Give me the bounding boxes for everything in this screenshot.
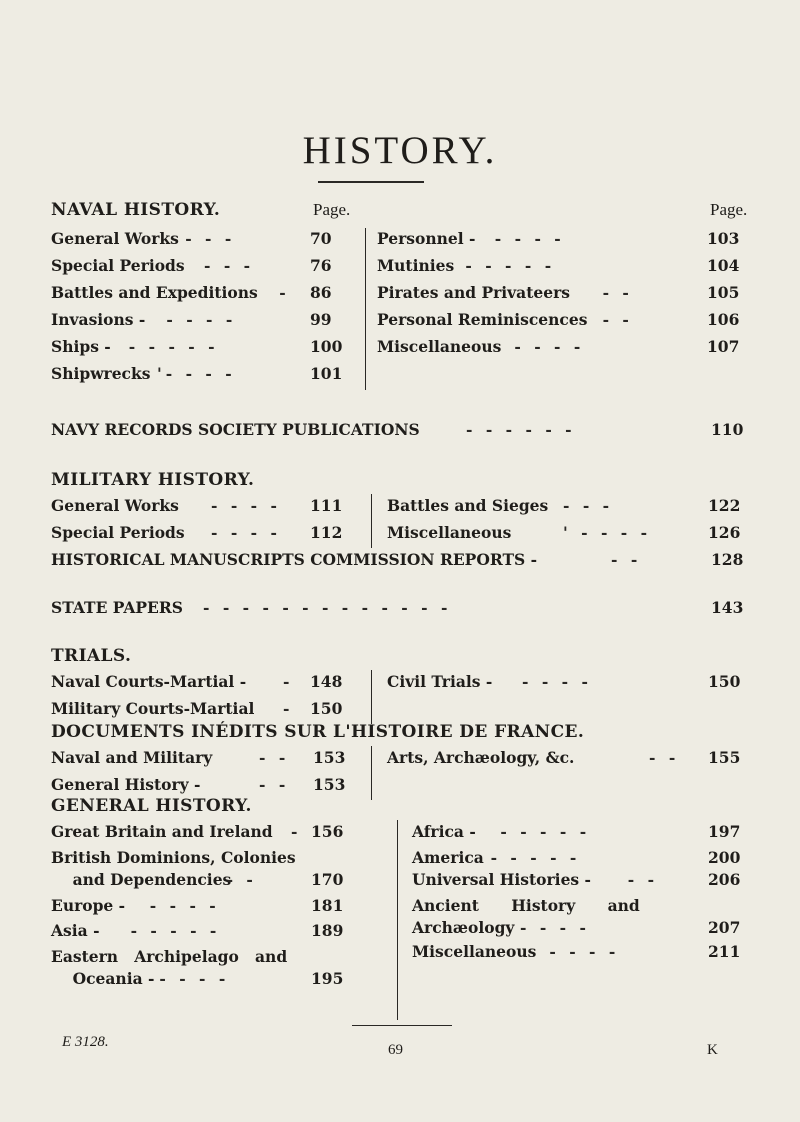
entry-label: General Works xyxy=(51,229,179,248)
entry-label: STATE PAPERS xyxy=(51,598,183,617)
column-divider xyxy=(371,494,372,548)
entry-label: Miscellaneous xyxy=(412,942,537,961)
entry-label: Invasions - xyxy=(51,310,146,329)
entry-leader: - - xyxy=(226,870,257,889)
entry-page-number: 155 xyxy=(708,748,741,767)
entry-label: Civil Trials - xyxy=(387,672,493,691)
entry-page-number: 189 xyxy=(311,921,344,940)
entry-page-number: 99 xyxy=(310,310,332,329)
entry-label: Arts, Archæology, &c. xyxy=(387,748,575,767)
entry-label: Great Britain and Ireland xyxy=(51,822,273,841)
page-column-label: Page. xyxy=(710,200,748,219)
entry-leader: - - - - xyxy=(149,896,220,915)
entry-page-number: 126 xyxy=(708,523,741,542)
entry-leader: - - xyxy=(602,310,633,329)
entry-leader: - - - - - xyxy=(500,822,591,841)
entry-label: Eastern Archipelago and xyxy=(51,947,288,966)
entry-page-number: 195 xyxy=(311,969,344,988)
entry-page-number: 103 xyxy=(707,229,740,248)
entry-label: Europe - xyxy=(51,896,126,915)
entry-label: Asia - xyxy=(51,921,100,940)
footer-signature-letter: K xyxy=(707,1042,718,1058)
entry-label: Pirates and Privateers xyxy=(377,283,570,302)
entry-page-number: 104 xyxy=(707,256,740,275)
entry-leader: - - - - - xyxy=(490,848,581,867)
entry-leader: - - - - - xyxy=(465,256,556,275)
entry-leader: - - xyxy=(649,748,680,767)
entry-page-number: 110 xyxy=(711,420,744,439)
entry-page-number: 181 xyxy=(311,896,344,915)
section-heading-general-history: GENERAL HISTORY. xyxy=(51,796,252,816)
entry-label: Military Courts-Martial xyxy=(51,699,255,718)
entry-label: Miscellaneous xyxy=(387,523,512,542)
title-underline xyxy=(318,181,424,183)
entry-leader: - - - - - - xyxy=(466,420,576,439)
entry-label: Personal Reminiscences xyxy=(377,310,588,329)
entry-page-number: 105 xyxy=(707,283,740,302)
section-heading-naval-history: NAVAL HISTORY. xyxy=(51,200,221,220)
entry-leader: - - - - xyxy=(522,672,592,691)
entry-label: Special Periods xyxy=(51,256,185,275)
page-number: 69 xyxy=(388,1042,403,1058)
entry-leader: - xyxy=(283,699,294,718)
entry-label: Universal Histories - xyxy=(412,870,591,889)
entry-leader: - xyxy=(283,672,294,691)
entry-label: Mutinies xyxy=(377,256,455,275)
entry-label: Oceania - xyxy=(51,969,155,988)
entry-page-number: 156 xyxy=(311,822,344,841)
entry-leader: - - xyxy=(259,775,290,794)
footer-rule xyxy=(352,1025,452,1026)
section-heading-trials: TRIALS. xyxy=(51,646,132,666)
entry-leader: - - - - - xyxy=(128,337,219,356)
entry-page-number: 207 xyxy=(708,918,741,937)
entry-page-number: 112 xyxy=(310,523,343,542)
column-divider xyxy=(365,228,366,390)
entry-leader: - - - - xyxy=(494,229,565,248)
entry-label: Ancient History and xyxy=(412,896,640,915)
entry-leader: - - - xyxy=(563,496,614,515)
entry-page-number: 111 xyxy=(310,496,343,515)
entry-label: Shipwrecks xyxy=(51,364,151,383)
entry-label: Ships - xyxy=(51,337,111,356)
entry-page-number: 143 xyxy=(711,598,744,617)
entry-page-number: 148 xyxy=(310,672,343,691)
entry-page-number: 100 xyxy=(310,337,343,356)
entry-leader: - - - - - - - - - - - - - xyxy=(203,598,452,617)
entry-leader: - - - - xyxy=(520,918,590,937)
entry-leader: - - - - xyxy=(514,337,585,356)
section-heading-documents-inedits: DOCUMENTS INÉDITS SUR L'HISTOIRE DE FRANCE. xyxy=(51,722,585,742)
entry-label: Special Periods xyxy=(51,523,185,542)
page-title: HISTORY. xyxy=(302,129,498,172)
entry-label: America xyxy=(412,848,484,867)
entry-label: Naval and Military xyxy=(51,748,213,767)
entry-label: Miscellaneous xyxy=(377,337,502,356)
entry-label: Battles and Expeditions xyxy=(51,283,258,302)
entry-page-number: 106 xyxy=(707,310,740,329)
entry-label: Archæology xyxy=(412,918,515,937)
entry-leader: ' - - - - xyxy=(563,523,652,542)
entry-page-number: 197 xyxy=(708,822,741,841)
column-divider xyxy=(371,670,372,724)
entry-leader: - - - xyxy=(204,256,255,275)
entry-page-number: 107 xyxy=(707,337,740,356)
entry-leader: - - - - xyxy=(211,523,281,542)
entry-leader: - xyxy=(291,822,302,841)
entry-label: HISTORICAL MANUSCRIPTS COMMISSION REPORTS - xyxy=(51,550,538,569)
entry-page-number: 153 xyxy=(313,775,346,794)
entry-leader: - - - - xyxy=(549,942,620,961)
entry-label: NAVY RECORDS SOCIETY PUBLICATIONS xyxy=(51,420,420,439)
entry-page-number: 122 xyxy=(708,496,741,515)
entry-page-number: 128 xyxy=(711,550,744,569)
entry-leader: - - - - xyxy=(159,969,230,988)
entry-page-number: 150 xyxy=(310,699,343,718)
entry-leader: - xyxy=(279,283,290,302)
entry-label: Battles and Sieges xyxy=(387,496,549,515)
entry-label: General History - xyxy=(51,775,201,794)
entry-label: General Works xyxy=(51,496,179,515)
entry-page-number: 101 xyxy=(310,364,343,383)
page-column-label: Page. xyxy=(313,200,351,219)
entry-page-number: 200 xyxy=(708,848,741,867)
entry-page-number: 76 xyxy=(310,256,332,275)
entry-leader: '- - - - xyxy=(157,364,236,383)
entry-leader: - - xyxy=(611,550,642,569)
entry-page-number: 153 xyxy=(313,748,346,767)
entry-label: and Dependencies xyxy=(51,870,232,889)
entry-leader: - - - - xyxy=(211,496,281,515)
entry-label: British Dominions, Colonies xyxy=(51,848,296,867)
column-divider xyxy=(371,746,372,800)
entry-page-number: 70 xyxy=(310,229,332,248)
entry-leader: - - - - xyxy=(166,310,237,329)
entry-label: Naval Courts-Martial - xyxy=(51,672,247,691)
section-heading-military-history: MILITARY HISTORY. xyxy=(51,470,255,490)
entry-leader: - - - xyxy=(185,229,236,248)
entry-page-number: 211 xyxy=(708,942,741,961)
entry-label: Personnel - xyxy=(377,229,476,248)
entry-leader: - - xyxy=(627,870,659,889)
column-divider xyxy=(397,820,398,1020)
entry-page-number: 150 xyxy=(708,672,741,691)
entry-leader: - - - - - xyxy=(130,921,221,940)
entry-page-number: 170 xyxy=(311,870,344,889)
entry-page-number: 206 xyxy=(708,870,741,889)
entry-leader: - - xyxy=(259,748,290,767)
footer-signature: E 3128. xyxy=(62,1034,109,1050)
entry-leader: - - xyxy=(602,283,633,302)
entry-page-number: 86 xyxy=(310,283,332,302)
entry-label: Africa - xyxy=(412,822,476,841)
